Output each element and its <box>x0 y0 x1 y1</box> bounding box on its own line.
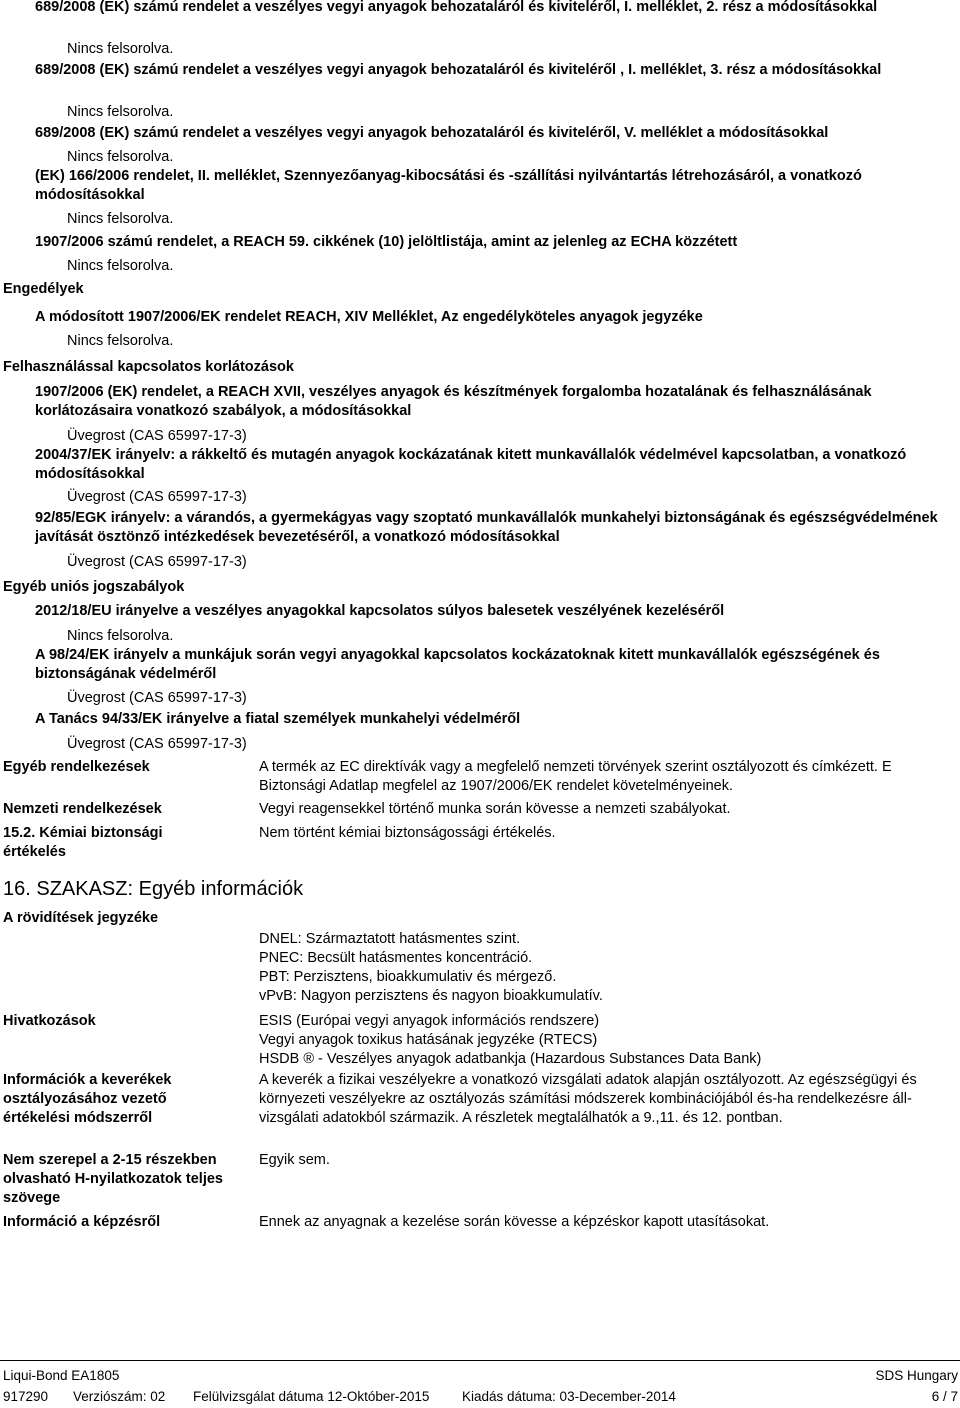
label-h-statements: Nem szerepel a 2-15 részekben olvasható H-nyilatkozatok teljes szövege <box>3 1152 223 1206</box>
label-chemical-safety-assessment: 15.2. Kémiai biztonsági értékelés <box>3 825 163 860</box>
regulation-value: Nincs felsorolva. <box>67 211 174 227</box>
regulation-title: 2004/37/EK irányelv: a rákkeltő és mutagén anyagok kockázatának kitett munkavállalók védelmével kapcsolatban, a vonatkozó módosításokkal <box>35 447 907 482</box>
regulation-value: Üvegrost (CAS 65997-17-3) <box>67 690 247 706</box>
regulation-value: Nincs felsorolva. <box>67 104 174 120</box>
regulation-title: 1907/2006 számú rendelet, a REACH 59. cikkének (10) jelöltlistája, amint az jelenleg az ECHA közzétett <box>35 234 738 250</box>
text-national-provisions: Vegyi reagensekkel történő munka során kövesse a nemzeti szabályokat. <box>259 801 731 817</box>
abbreviation-line: vPvB: Nagyon perzisztens és nagyon bioakkumulatív. <box>259 988 603 1004</box>
text-other-provisions: A termék az EC direktívák vagy a megfelelő nemzeti törvények szerint osztályozott és címkézett. E Biztonsági Adatlap megfelel az 1907/2006/EK rendelet követelményeinek. <box>259 759 892 794</box>
regulation-value: Üvegrost (CAS 65997-17-3) <box>67 554 247 570</box>
regulation-value: Üvegrost (CAS 65997-17-3) <box>67 736 247 752</box>
reference-line: ESIS (Európai vegyi anyagok információs rendszere) <box>259 1013 600 1029</box>
regulation-title: A Tanács 94/33/EK irányelve a fiatal személyek munkahelyi védelméről <box>35 711 521 727</box>
reference-line: HSDB ® - Veszélyes anyagok adatbankja (Hazardous Substances Data Bank) <box>259 1051 762 1067</box>
regulation-title: A módosított 1907/2006/EK rendelet REACH, XIV Melléklet, Az engedélyköteles anyagok jegyzéke <box>35 309 703 325</box>
section-heading-permits: Engedélyek <box>3 281 84 297</box>
regulation-title: (EK) 166/2006 rendelet, II. melléklet, Szennyezőanyag-kibocsátási és -szállítási nyilvántartás létrehozásáról, a vonatkozó módosításokkal <box>35 168 862 203</box>
abbreviation-line: PBT: Perzisztens, bioakkumulativ és mérgező. <box>259 969 557 985</box>
regulation-value: Nincs felsorolva. <box>67 149 174 165</box>
section-16-heading: 16. SZAKASZ: Egyéb információk <box>3 878 304 900</box>
label-training-info: Információ a képzésről <box>3 1214 161 1230</box>
section-heading-restrictions: Felhasználással kapcsolatos korlátozások <box>3 359 294 375</box>
abbreviations-list <box>259 930 957 1006</box>
section-heading-other-eu: Egyéb uniós jogszabályok <box>3 579 185 595</box>
regulation-title: A 98/24/EK irányelv a munkájuk során vegyi anyagokkal kapcsolatos kockázatoknak kitett munkavállalók egészségének és biztonságának védelméről <box>35 647 880 682</box>
text-training-info: Ennek az anyagnak a kezelése során kövesse a képzéskor kapott utasításokat. <box>259 1214 770 1230</box>
text-h-statements: Egyik sem. <box>259 1152 330 1168</box>
label-abbreviations: A rövidítések jegyzéke <box>3 910 159 926</box>
regulation-value: Nincs felsorolva. <box>67 628 174 644</box>
regulation-value: Nincs felsorolva. <box>67 41 174 57</box>
footer-code: 917290 <box>3 1389 49 1404</box>
footer-doc-type: SDS Hungary <box>875 1368 958 1383</box>
regulation-title: 689/2008 (EK) számú rendelet a veszélyes vegyi anyagok behozataláról és kiviteléről , I. melléklet, 3. rész a módosításokkal <box>35 62 882 78</box>
regulation-value: Üvegrost (CAS 65997-17-3) <box>67 428 247 444</box>
footer-page-number: 6 / 7 <box>931 1389 958 1404</box>
regulation-title: 689/2008 (EK) számú rendelet a veszélyes vegyi anyagok behozataláról és kiviteléről, I. melléklet, 2. rész a módosításokkal <box>35 0 878 15</box>
references-list <box>259 1012 957 1069</box>
reference-line: Vegyi anyagok toxikus hatásának jegyzéke (RTECS) <box>259 1032 598 1048</box>
regulation-title: 2012/18/EU irányelve a veszélyes anyagokkal kapcsolatos súlyos balesetek veszélyének kezeléséről <box>35 603 725 619</box>
text-classification-method: A keverék a fizikai veszélyekre a vonatkozó vizsgálati adatok alapján osztályozott. Az egészségügyi és környezeti veszélyekre az osztályozás számítási módszerek kombinációjából és-ha rendelkezésre áll- vizsgálati adatokból származik. A részletek megtalálhatók a 9.,11. és 12. pontban. <box>259 1072 917 1126</box>
regulation-value: Nincs felsorolva. <box>67 258 174 274</box>
regulation-value: Üvegrost (CAS 65997-17-3) <box>67 489 247 505</box>
footer-divider <box>0 1360 960 1361</box>
abbreviation-line: PNEC: Becsült hatásmentes koncentráció. <box>259 950 533 966</box>
label-references: Hivatkozások <box>3 1013 96 1029</box>
text-chemical-safety-assessment: Nem történt kémiai biztonságossági értékelés. <box>259 825 556 841</box>
label-classification-method: Információk a keverékek osztályozásához vezető értékelési módszerről <box>3 1072 172 1126</box>
abbreviation-line: DNEL: Származtatott hatásmentes szint. <box>259 931 521 947</box>
footer-version: Verziószám: 02 <box>73 1389 166 1404</box>
footer-issue-date: Kiadás dátuma: 03-December-2014 <box>462 1389 676 1404</box>
regulation-value: Nincs felsorolva. <box>67 333 174 349</box>
footer-product-name: Liqui-Bond EA1805 <box>3 1368 120 1383</box>
regulation-title: 1907/2006 (EK) rendelet, a REACH XVII, veszélyes anyagok és készítmények forgalomba hozatalának és felhasználásának korlátozásaira vonatkozó szabályok, a módosításokkal <box>35 384 872 419</box>
label-other-provisions: Egyéb rendelkezések <box>3 759 150 775</box>
label-national-provisions: Nemzeti rendelkezések <box>3 801 162 817</box>
regulation-title: 92/85/EGK irányelv: a várandós, a gyermekágyas vagy szoptató munkavállalók munkahelyi biztonságának és egészségvédelmének javítását ösztönző intézkedések bevezetéséről, a vonatkozó módosításokkal <box>35 510 938 545</box>
regulation-title: 689/2008 (EK) számú rendelet a veszélyes vegyi anyagok behozataláról és kiviteléről, V. melléklet a módosításokkal <box>35 125 829 141</box>
footer-revision-date: Felülvizsgálat dátuma 12-Október-2015 <box>193 1389 430 1404</box>
